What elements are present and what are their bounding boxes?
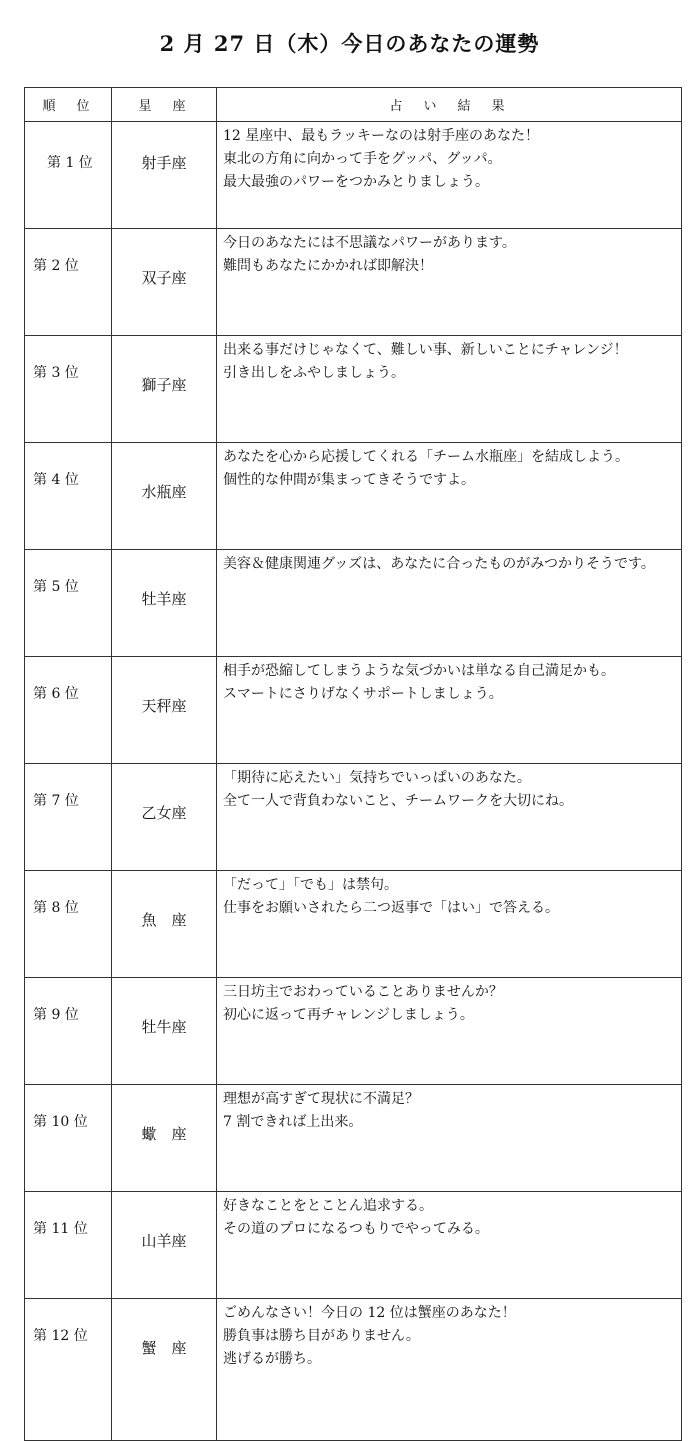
result-line: 三日坊主でおわっていることありませんか？ bbox=[223, 984, 503, 1000]
sign-cell: 牡牛座 bbox=[112, 978, 217, 1085]
result-line: 理想が高すぎて現状に不満足？ bbox=[223, 1091, 419, 1107]
result-line: 最大最強のパワーをつかみとりましょう。 bbox=[223, 174, 489, 190]
table-row bbox=[25, 1085, 682, 1192]
table-row bbox=[25, 657, 682, 764]
result-line: 初心に返って再チャレンジしましょう。 bbox=[223, 1007, 474, 1023]
result-cell bbox=[217, 122, 682, 229]
result-line: 「期待に応えたい」気持ちでいっぱいのあなた。 bbox=[223, 770, 531, 786]
header-rank: 順 位 bbox=[25, 88, 112, 122]
table-row bbox=[25, 443, 682, 550]
result-cell bbox=[217, 229, 682, 336]
fortune-ranking-table bbox=[24, 87, 682, 1441]
rank-cell: 第 11 位 bbox=[25, 1192, 112, 1299]
sign-cell: 蠍 座 bbox=[112, 1085, 217, 1192]
rank-cell: 第 6 位 bbox=[25, 657, 112, 764]
result-line: あなたを心から応援してくれる「チーム水瓶座」を結成しよう。 bbox=[223, 449, 629, 465]
result-cell bbox=[217, 871, 682, 978]
table-row bbox=[25, 550, 682, 657]
table-header-row bbox=[25, 88, 682, 122]
result-cell bbox=[217, 764, 682, 871]
result-line: 東北の方角に向かって手をグッパ、グッパ。 bbox=[223, 151, 502, 167]
result-cell bbox=[217, 550, 682, 657]
table-row bbox=[25, 1299, 682, 1441]
result-cell bbox=[217, 1192, 682, 1299]
rank-cell: 第 3 位 bbox=[25, 336, 112, 443]
rank-cell: 第 12 位 bbox=[25, 1299, 112, 1441]
result-line: 相手が恐縮してしまうような気づかいは単なる自己満足かも。 bbox=[223, 663, 615, 679]
rank-cell: 第 7 位 bbox=[25, 764, 112, 871]
table-row bbox=[25, 336, 682, 443]
sign-cell: 獅子座 bbox=[112, 336, 217, 443]
result-line: 出来る事だけじゃなくて、難しい事、新しいことにチャレンジ！ bbox=[223, 342, 628, 358]
table-row bbox=[25, 871, 682, 978]
rank-cell: 第 8 位 bbox=[25, 871, 112, 978]
result-line: 全て一人で背負わないこと、チームワークを大切にね。 bbox=[223, 793, 573, 809]
table-row bbox=[25, 122, 682, 229]
header-sign: 星 座 bbox=[112, 88, 217, 122]
result-line: 今日のあなたには不思議なパワーがあります。 bbox=[223, 235, 516, 251]
result-line: 勝負事は勝ち目がありません。 bbox=[223, 1328, 420, 1344]
sign-cell: 山羊座 bbox=[112, 1192, 217, 1299]
result-cell bbox=[217, 978, 682, 1085]
table-row bbox=[25, 764, 682, 871]
result-line: 7 割できれば上出来。 bbox=[223, 1114, 363, 1130]
sign-cell: 乙女座 bbox=[112, 764, 217, 871]
result-line: 難問もあなたにかかれば即解決！ bbox=[223, 258, 433, 274]
header-result: 占 い 結 果 bbox=[217, 88, 682, 122]
result-line: 個性的な仲間が集まってきそうですよ。 bbox=[223, 472, 475, 488]
sign-cell: 天秤座 bbox=[112, 657, 217, 764]
rank-cell: 第 4 位 bbox=[25, 443, 112, 550]
result-line: 「だって」「でも」は禁句。 bbox=[223, 877, 398, 893]
result-line: その道のプロになるつもりでやってみる。 bbox=[223, 1221, 489, 1237]
sign-cell: 魚 座 bbox=[112, 871, 217, 978]
result-line: 仕事をお願いされたら二つ返事で「はい」で答える。 bbox=[223, 900, 559, 916]
result-line: 美容＆健康関連グッズは、あなたに合ったものがみつかりそうです。 bbox=[223, 556, 655, 572]
result-cell bbox=[217, 657, 682, 764]
sign-cell: 蟹 座 bbox=[112, 1299, 217, 1441]
table-row bbox=[25, 978, 682, 1085]
rank-cell: 第 1 位 bbox=[25, 122, 112, 229]
table-row bbox=[25, 229, 682, 336]
result-cell bbox=[217, 1085, 682, 1192]
result-line: ごめんなさい！今日の 12 位は蟹座のあなた！ bbox=[223, 1305, 516, 1321]
result-cell bbox=[217, 443, 682, 550]
result-line: 好きなことをとことん追求する。 bbox=[223, 1198, 433, 1214]
result-cell bbox=[217, 336, 682, 443]
sign-cell: 双子座 bbox=[112, 229, 217, 336]
table-row bbox=[25, 1192, 682, 1299]
result-cell bbox=[217, 1299, 682, 1441]
result-line: 引き出しをふやしましょう。 bbox=[223, 365, 405, 381]
result-line: 12 星座中、最もラッキーなのは射手座のあなた！ bbox=[223, 128, 539, 144]
rank-cell: 第 10 位 bbox=[25, 1085, 112, 1192]
result-line: 逃げるが勝ち。 bbox=[223, 1351, 321, 1367]
result-line: スマートにさりげなくサポートしましょう。 bbox=[223, 686, 503, 702]
sign-cell: 牡羊座 bbox=[112, 550, 217, 657]
rank-cell: 第 9 位 bbox=[25, 978, 112, 1085]
rank-cell: 第 2 位 bbox=[25, 229, 112, 336]
page-title: 2 月 27 日（木）今日のあなたの運勢 bbox=[159, 31, 540, 56]
sign-cell: 水瓶座 bbox=[112, 443, 217, 550]
rank-cell: 第 5 位 bbox=[25, 550, 112, 657]
sign-cell: 射手座 bbox=[112, 122, 217, 229]
